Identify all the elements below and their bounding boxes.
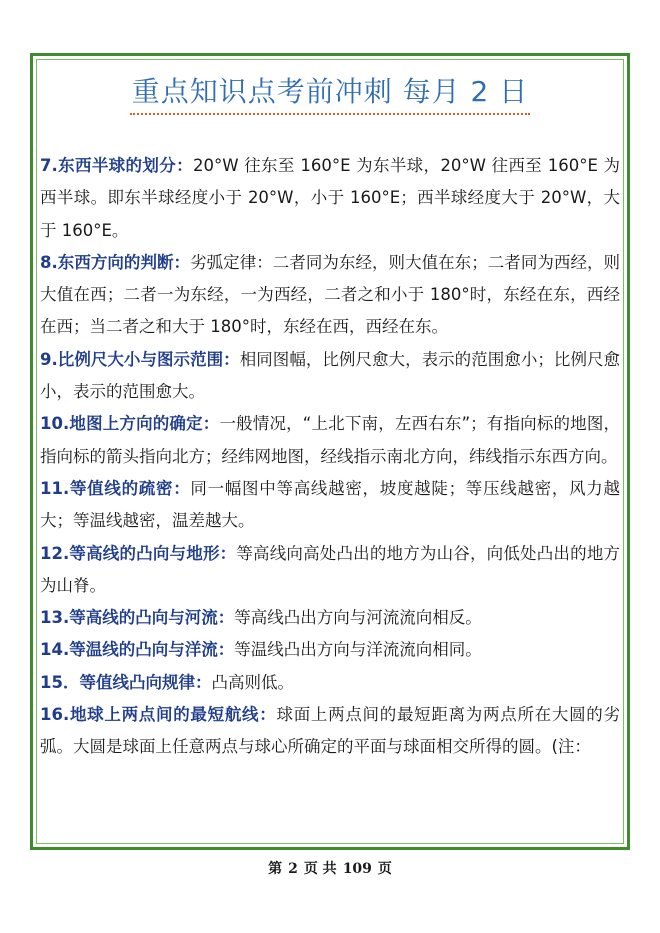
knowledge-item-10 xyxy=(40,408,620,473)
item-text: 相同图幅，比例尺愈大，表示的范围愈小；比例尺愈小，表示的范围愈大。 xyxy=(40,349,620,402)
item-text: 等高线向高处凸出的地方为山谷，向低处凸出的地方为山脊。 xyxy=(40,543,620,595)
knowledge-item-8 xyxy=(40,247,620,344)
footer-middle: 页 共 xyxy=(303,861,337,877)
item-heading: 14.等温线的凸向与洋流： xyxy=(40,640,235,660)
item-text: 20°W 往东至 160°E 为东半球，20°W 往西至 160°E 为西半球。即东半球经度小于 20°W，小于 160°E；西半球经度大于 20°W，大于 160°E。 xyxy=(40,156,620,240)
footer-page-number: 2 xyxy=(288,861,298,877)
item-text: 等温线凸出方向与洋流流向相同。 xyxy=(234,640,482,660)
item-heading: 7.东西半球的划分： xyxy=(40,156,193,175)
footer-prefix: 第 xyxy=(268,861,283,877)
item-text: 等高线凸出方向与河流流向相反。 xyxy=(234,608,482,628)
knowledge-list xyxy=(40,150,620,840)
item-text: 一般情况，“上北下南，左西右东”；有指向标的地图，指向标的箭头指向北方；经纬网地图，经线指示南北方向，纬线指示东西方向。 xyxy=(40,414,620,466)
knowledge-item-7 xyxy=(40,150,620,247)
knowledge-item-12 xyxy=(40,538,620,603)
item-heading: 15．等值线凸向规律： xyxy=(40,672,212,692)
page-title xyxy=(0,70,660,115)
knowledge-item-16 xyxy=(40,699,620,764)
item-heading: 9.比例尺大小与图示范围： xyxy=(40,349,240,369)
footer-suffix: 页 xyxy=(377,861,392,877)
knowledge-item-15 xyxy=(40,667,620,699)
page-footer xyxy=(0,858,660,878)
item-heading: 16.地球上两点间的最短航线： xyxy=(40,705,277,725)
item-heading: 8.东西方向的判断： xyxy=(40,252,191,272)
knowledge-item-9 xyxy=(40,344,620,409)
item-heading: 11.等值线的疏密： xyxy=(40,478,191,498)
item-text: 球面上两点间的最短距离为两点所在大圆的劣弧。大圆是球面上任意两点与球心所确定的平面与球面相交所得的圆。(注： xyxy=(40,705,620,757)
page-title-text: 重点知识点考前冲刺 每月 2 日 xyxy=(130,70,531,115)
item-heading: 10.地图上方向的确定： xyxy=(40,414,220,434)
knowledge-item-11 xyxy=(40,473,620,538)
item-text: 凸高则低。 xyxy=(211,672,294,692)
item-text: 同一幅图中等高线越密，坡度越陡；等压线越密，风力越大；等温线越密，温差越大。 xyxy=(40,478,620,531)
knowledge-item-13 xyxy=(40,602,620,634)
knowledge-item-14 xyxy=(40,634,620,666)
footer-total-pages: 109 xyxy=(342,861,372,877)
item-heading: 13.等高线的凸向与河流： xyxy=(40,608,235,628)
item-text: 劣弧定律：二者同为东经，则大值在东；二者同为西经，则大值在西；二者一为东经，一为西经，二者之和小于 180°时，东经在东，西经在西；当二者之和大于 180°时，东经在西，西经在东。 xyxy=(40,252,620,337)
item-heading: 12.等高线的凸向与地形： xyxy=(40,543,237,563)
